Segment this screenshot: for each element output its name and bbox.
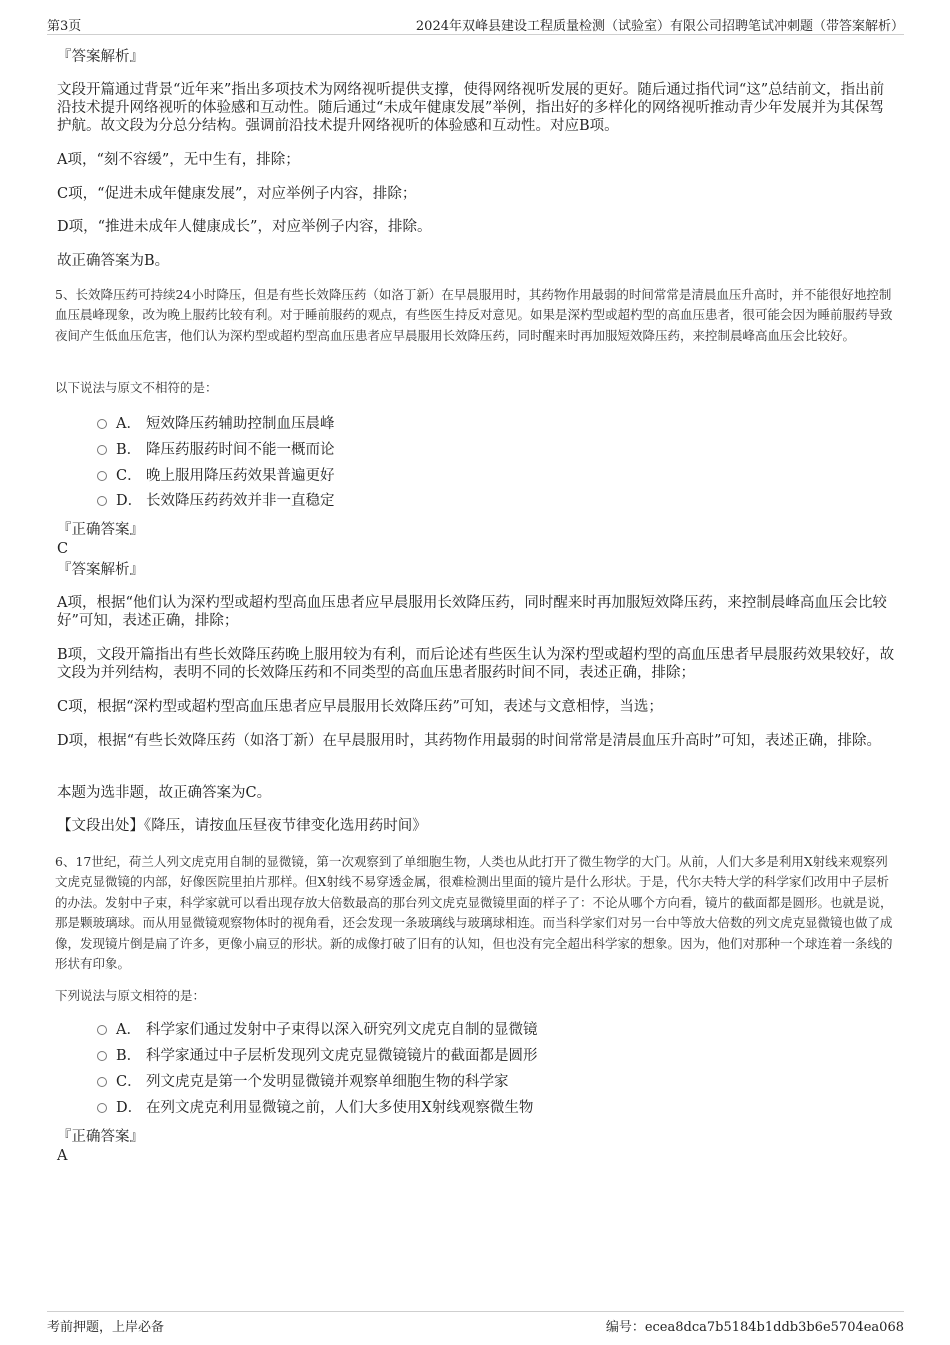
q5-option-c[interactable]: C． 晚上服用降压药效果普遍更好 (97, 467, 335, 485)
radio-icon[interactable] (97, 445, 107, 455)
q5-option-a-analysis: A项，根据“他们认为深杓型或超杓型高血压患者应早晨服用长效降压药，同时醒来时再加服短效降压药，来控制晨峰高血压会比较好”可知，表述正确，排除； (57, 595, 887, 629)
question-6-stem: 6、17世纪，荷兰人列文虎克用自制的显微镜，第一次观察到了单细胞生物，人类也从此打开了微生物学的大门。从前，人们大多是利用X射线来观察列文虎克显微镜的内部，好像医院里拍片那样。但X射线不易穿透金属，很难检测出里面的镜片是什么形状。于是，代尔夫特大学的科学家们改用中子层析的办法。发射中子束，科学家就可以看出现存放大倍数最高的那台列文虎克显微镜里面的样子了：不论从哪个方向看，镜片的截面都是圆形。也就是说，那是颗玻璃球。而从用显微镜观察物体时的视角看，还会发现一条玻璃线与玻璃球相连。而当科学家们对另一台中等放大倍数的列文虎克显微镜也做了成像，发现镜片倒是扁了许多，更像小扁豆的形状。新的成像打破了旧有的认知，但也没有完全超出科学家的想象。因为，他们对那种一个球连着一条线的形状有印象。 (55, 854, 893, 972)
document-title: 2024年双峰县建设工程质量检测（试验室）有限公司招聘笔试冲刺题（带答案解析） (415, 19, 904, 34)
q5-option-b-analysis: B项，文段开篇指出有些长效降压药晚上服用较为有利，而后论述有些医生认为深杓型或超杓型的高血压患者早晨服药效果较好，故文段为并列结构，表明不同的长效降压药和不同类型的高血压患者服药时间不同，表述正确，排除； (57, 647, 895, 681)
question-5-prompt: 以下说法与原文不相符的是： (55, 380, 218, 395)
analysis-paragraph: 文段开篇通过背景“近年来”指出多项技术为网络视听提供支撑，使得网络视听发展的更好。随后通过指代词“这”总结前文，指出前沿技术提升网络视听的体验感和互动性。随后通过“未成年健康发展”举例，指出好的多样化的网络视听推动青少年发展并为其保驾护航。故文段为分总分结构。强调前沿技术提升网络视听的体验感和互动性。对应B项。 (57, 82, 885, 134)
q5-option-d[interactable]: D． 长效降压药药效并非一直稳定 (97, 492, 335, 510)
option-c-analysis: C项，“促进未成年健康发展”，对应举例子内容，排除； (57, 186, 417, 202)
radio-icon[interactable] (97, 1077, 107, 1087)
radio-icon[interactable] (97, 471, 107, 481)
question-6-prompt: 下列说法与原文相符的是： (55, 988, 206, 1003)
page-number: 第3页 (47, 19, 82, 34)
document-id: 编号：ecea8dca7b5184b1ddb3b6e5704ea068 (605, 1320, 904, 1335)
analysis-heading: 『答案解析』 (57, 49, 144, 65)
q6-option-d[interactable]: D． 在列文虎克利用显微镜之前，人们大多使用X射线观察微生物 (97, 1099, 533, 1117)
q6-option-b[interactable]: B． 科学家通过中子层析发现列文虎克显微镜镜片的截面都是圆形 (97, 1047, 538, 1065)
answer-conclusion: 故正确答案为B。 (57, 253, 170, 269)
q6-answer-label: 『正确答案』 (57, 1129, 144, 1145)
q6-option-a[interactable]: A． 科学家们通过发射中子束得以深入研究列文虎克自制的显微镜 (97, 1021, 538, 1039)
q5-option-d-analysis: D项，根据“有些长效降压药（如洛丁新）在早晨服用时，其药物作用最弱的时间常常是清晨血压升高时”可知，表述正确，排除。 (57, 733, 881, 749)
q5-analysis-label: 『答案解析』 (57, 562, 144, 578)
q5-answer: C (57, 541, 69, 557)
q6-answer: A (57, 1148, 68, 1164)
footer-slogan: 考前押题，上岸必备 (47, 1320, 165, 1335)
option-a-analysis: A项，“刻不容缓”，无中生有，排除； (57, 152, 300, 168)
radio-icon[interactable] (97, 1051, 107, 1061)
q5-source: 【文段出处】《降压，请按血压昼夜节律变化选用药时间》 (57, 818, 427, 834)
page-header (47, 14, 904, 35)
radio-icon[interactable] (97, 496, 107, 506)
radio-icon[interactable] (97, 1025, 107, 1035)
q5-option-b[interactable]: B． 降压药服药时间不能一概而论 (97, 441, 335, 459)
q5-option-a[interactable]: A． 短效降压药辅助控制血压晨峰 (97, 415, 335, 433)
q6-option-c[interactable]: C． 列文虎克是第一个发明显微镜并观察单细胞生物的科学家 (97, 1073, 509, 1091)
radio-icon[interactable] (97, 419, 107, 429)
option-d-analysis: D项，“推进未成年人健康成长”，对应举例子内容，排除。 (57, 219, 432, 235)
q5-option-c-analysis: C项，根据“深杓型或超杓型高血压患者应早晨服用长效降压药”可知，表述与文意相悖，当选； (57, 699, 663, 715)
question-5-stem: 5、长效降压药可持续24小时降压，但是有些长效降压药（如洛丁新）在早晨服用时，其药物作用最弱的时间常常是清晨血压升高时，并不能很好地控制血压晨峰现象，改为晚上服药比较有利。对于睡前服药的观点，有些医生持反对意见。如果是深杓型或超杓型的高血压患者，很可能会因为睡前服药导致夜间产生低血压危害，他们认为深杓型或超杓型高血压患者应早晨服用长效降压药，同时醒来时再加服短效降压药，来控制晨峰高血压会比较好。 (55, 287, 893, 343)
radio-icon[interactable] (97, 1103, 107, 1113)
q5-answer-label: 『正确答案』 (57, 522, 144, 538)
page-footer (47, 1311, 904, 1334)
q5-conclusion: 本题为选非题，故正确答案为C。 (57, 785, 272, 801)
